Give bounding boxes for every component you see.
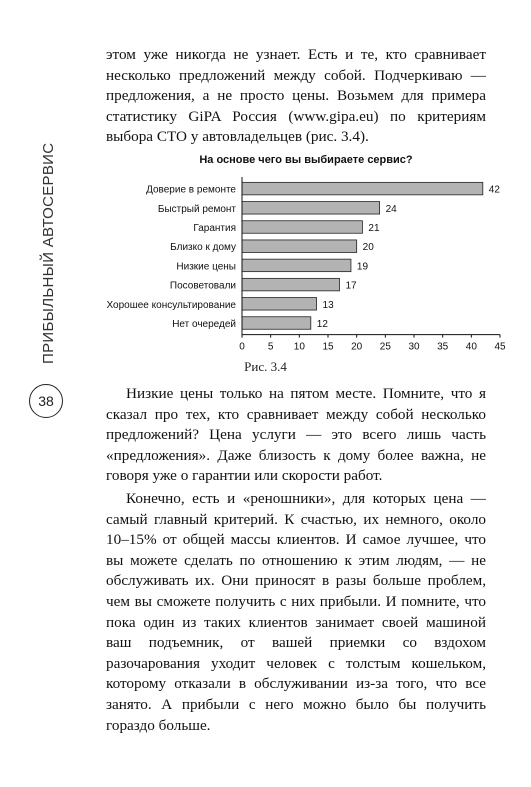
- x-tick-label: 45: [494, 341, 506, 353]
- bar-value-label: 21: [368, 223, 380, 234]
- category-label: Быстрый ремонт: [157, 203, 236, 215]
- running-head-book-title: ПРИБЫЛЬНЫЙ АВТОСЕРВИС: [40, 142, 57, 364]
- bar-value-label: 20: [362, 242, 374, 254]
- bar: [242, 298, 317, 311]
- bar: [242, 259, 351, 272]
- x-tick-label: 20: [351, 341, 363, 353]
- x-tick-label: 35: [437, 341, 449, 353]
- category-label: Гарантия: [193, 223, 236, 234]
- chart-title: На основе чего вы выбираете сервис?: [199, 154, 413, 166]
- x-axis-ticks-group: [239, 335, 506, 353]
- bar-value-label: 13: [322, 299, 334, 311]
- category-label: Нет очередей: [172, 319, 236, 330]
- page-number: 38: [29, 384, 63, 418]
- category-label: Хорошее консультирование: [106, 299, 236, 311]
- x-tick-label: 15: [322, 341, 334, 353]
- bar: [242, 240, 357, 253]
- x-tick-label: 25: [379, 341, 391, 353]
- x-tick-label: 40: [465, 341, 477, 353]
- figure-caption: Рис. 3.4: [244, 359, 287, 374]
- bar: [242, 202, 380, 215]
- bar-chart-svg: [80, 150, 520, 360]
- intro-text-block: [106, 45, 486, 148]
- category-label: Доверие в ремонте: [146, 184, 236, 196]
- x-tick-label: 30: [408, 341, 420, 353]
- bar-chart: [80, 150, 520, 360]
- bar: [242, 182, 483, 195]
- category-label: Посоветовали: [169, 280, 236, 292]
- main-text-block: [106, 384, 486, 736]
- x-tick-label: 5: [267, 341, 274, 353]
- bar-value-label: 12: [316, 319, 328, 330]
- bar-value-label: 17: [345, 280, 357, 292]
- x-tick-label: 10: [293, 341, 305, 353]
- bar: [242, 317, 311, 330]
- intro-paragraph: этом уже никогда не узнает. Есть и те, кто сравнивает несколько предложений между собой. Подчеркиваю — предложения, а не просто цены. Возьмем для примера статистику GiPA Россия (www.gipa.eu) по критериям выбора СТО у автовладельцев (рис. 3.4).: [106, 46, 486, 146]
- bar-value-label: 24: [385, 203, 397, 215]
- paragraph: Низкие цены только на пятом месте. Помните, что я сказал про тех, кто сравнивает между собой несколько предложений? Цена услуги — это всего лишь часть «предложения». Даже близость к дому более важна, не говоря уже о гарантии или скорости работ.: [106, 385, 486, 485]
- paragraph: Конечно, есть и «реношники», для которых цена — самый главный критерий. К счастью, их немного, около 10–15% от общей массы клиентов. И самое лучшее, что вы можете сделать по отношению к этим людям, — не обслуживать их. Они приносят в разы больше проблем, чем вы сможете получить с них прибыли. И помните, что пока один из таких клиентов занимает своей машиной ваш подъемник, от вашей приемки со вздохом разочарования уходит человек с толстым кошельком, которому отказали в обслуживании из-за того, что все занято. А прибыли с него можно было бы получить гораздо больше.: [106, 489, 486, 734]
- bar-value-label: 42: [488, 184, 500, 196]
- x-tick-label: 0: [239, 341, 245, 353]
- bar-value-label: 19: [356, 261, 369, 273]
- bar: [242, 278, 339, 291]
- category-label: Близко к дому: [170, 242, 236, 254]
- bar: [242, 221, 362, 234]
- chart-bars-group: [106, 182, 500, 330]
- category-label: Низкие цены: [176, 261, 236, 273]
